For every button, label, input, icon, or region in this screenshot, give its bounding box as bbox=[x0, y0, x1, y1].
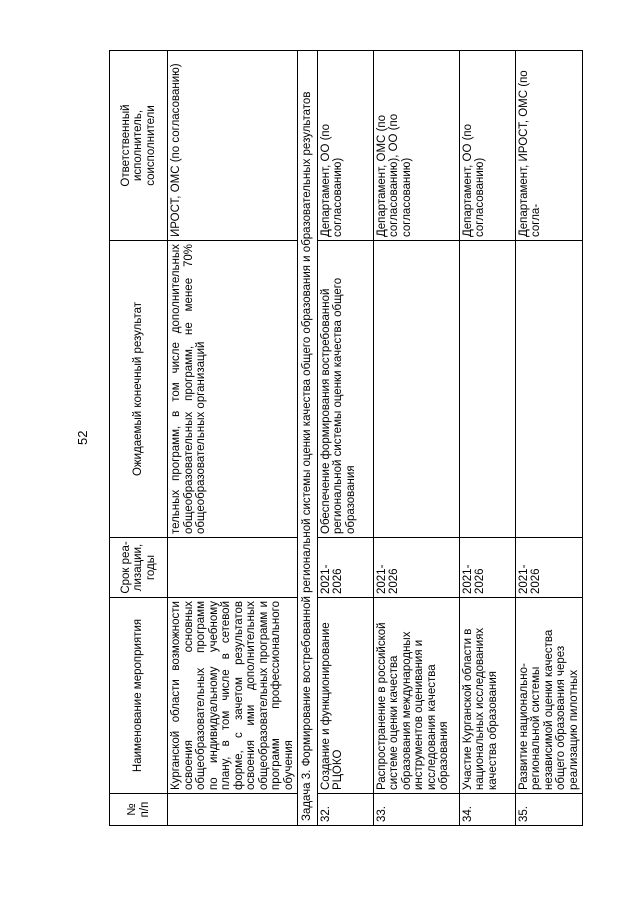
cell-name: Участие Курганской области в национальных исследованиях качества образования bbox=[459, 598, 515, 794]
task-row bbox=[298, 51, 318, 826]
cell-term: 2021-2026 bbox=[459, 538, 515, 598]
header-num: № п/п bbox=[110, 794, 168, 826]
task-heading: Задача 3. Формирование востребованной региональной системы оценки качества общего образования и образовательных результатов bbox=[298, 51, 318, 826]
cell-num: 32. bbox=[317, 794, 373, 826]
cell-name: Курганской области возможности освоения основных общеобразовательных программ по индивидуальному учебному плану, в том числе в сетевой форме, с зачетом результатов освоения ими дополнительных общеобразовательных программ и программ профессионального обучения bbox=[168, 598, 298, 794]
cell-name: Создание и функционирование РЦОКО bbox=[317, 598, 373, 794]
cell-responsible: Департамент, ОО (по согласованию) bbox=[317, 51, 373, 241]
cell-result: тельных программ, в том числе дополнительных общеобразовательных программ, не менее 70% общеобразовательных организаций bbox=[168, 241, 298, 538]
cell-term: 2021-2026 bbox=[515, 538, 583, 598]
cell-num bbox=[168, 794, 298, 826]
table-row bbox=[317, 51, 373, 826]
table-header-row bbox=[110, 51, 168, 826]
cell-result: Обеспечение формирования востребованной региональной системы оценки качества общего образования bbox=[317, 241, 373, 538]
cell-num: 33. bbox=[373, 794, 459, 826]
cell-num: 35. bbox=[515, 794, 583, 826]
cell-responsible: ИРОСТ, ОМС (по согласованию) bbox=[168, 51, 298, 241]
rotated-table-container bbox=[109, 51, 616, 826]
cell-name: Распространение в российской системе оценки качества образования международных инструментов оценивания и исследования качества образования bbox=[373, 598, 459, 794]
cell-responsible: Департамент, ОО (по согласованию) bbox=[459, 51, 515, 241]
cell-responsible: Департамент, ОМС (по согласованию), ОО (по согласованию) bbox=[373, 51, 459, 241]
cell-result bbox=[459, 241, 515, 538]
header-result: Ожидаемый конечный результат bbox=[110, 241, 168, 538]
table-row-continuation bbox=[168, 51, 298, 826]
cell-term: 2021-2026 bbox=[317, 538, 373, 598]
header-name: Наименование мероприятия bbox=[110, 598, 168, 794]
header-term: Срок реа- лизации, годы bbox=[110, 538, 168, 598]
table-row bbox=[515, 51, 583, 826]
cell-term: 2021-2026 bbox=[373, 538, 459, 598]
cell-result bbox=[515, 241, 583, 538]
cell-name: Развитие национально-региональной системы независимой оценки качества общего образования через реализацию пилотных bbox=[515, 598, 583, 794]
cell-responsible: Департамент, ИРОСТ, ОМС (по согла- bbox=[515, 51, 583, 241]
page-number: 52 bbox=[75, 430, 90, 445]
table-row bbox=[373, 51, 459, 826]
cell-result bbox=[373, 241, 459, 538]
cell-num: 34. bbox=[459, 794, 515, 826]
header-responsible: Ответственный исполнитель, соисполнители bbox=[110, 51, 168, 241]
table-row bbox=[459, 51, 515, 826]
cell-term bbox=[168, 538, 298, 598]
plan-table bbox=[109, 50, 583, 826]
